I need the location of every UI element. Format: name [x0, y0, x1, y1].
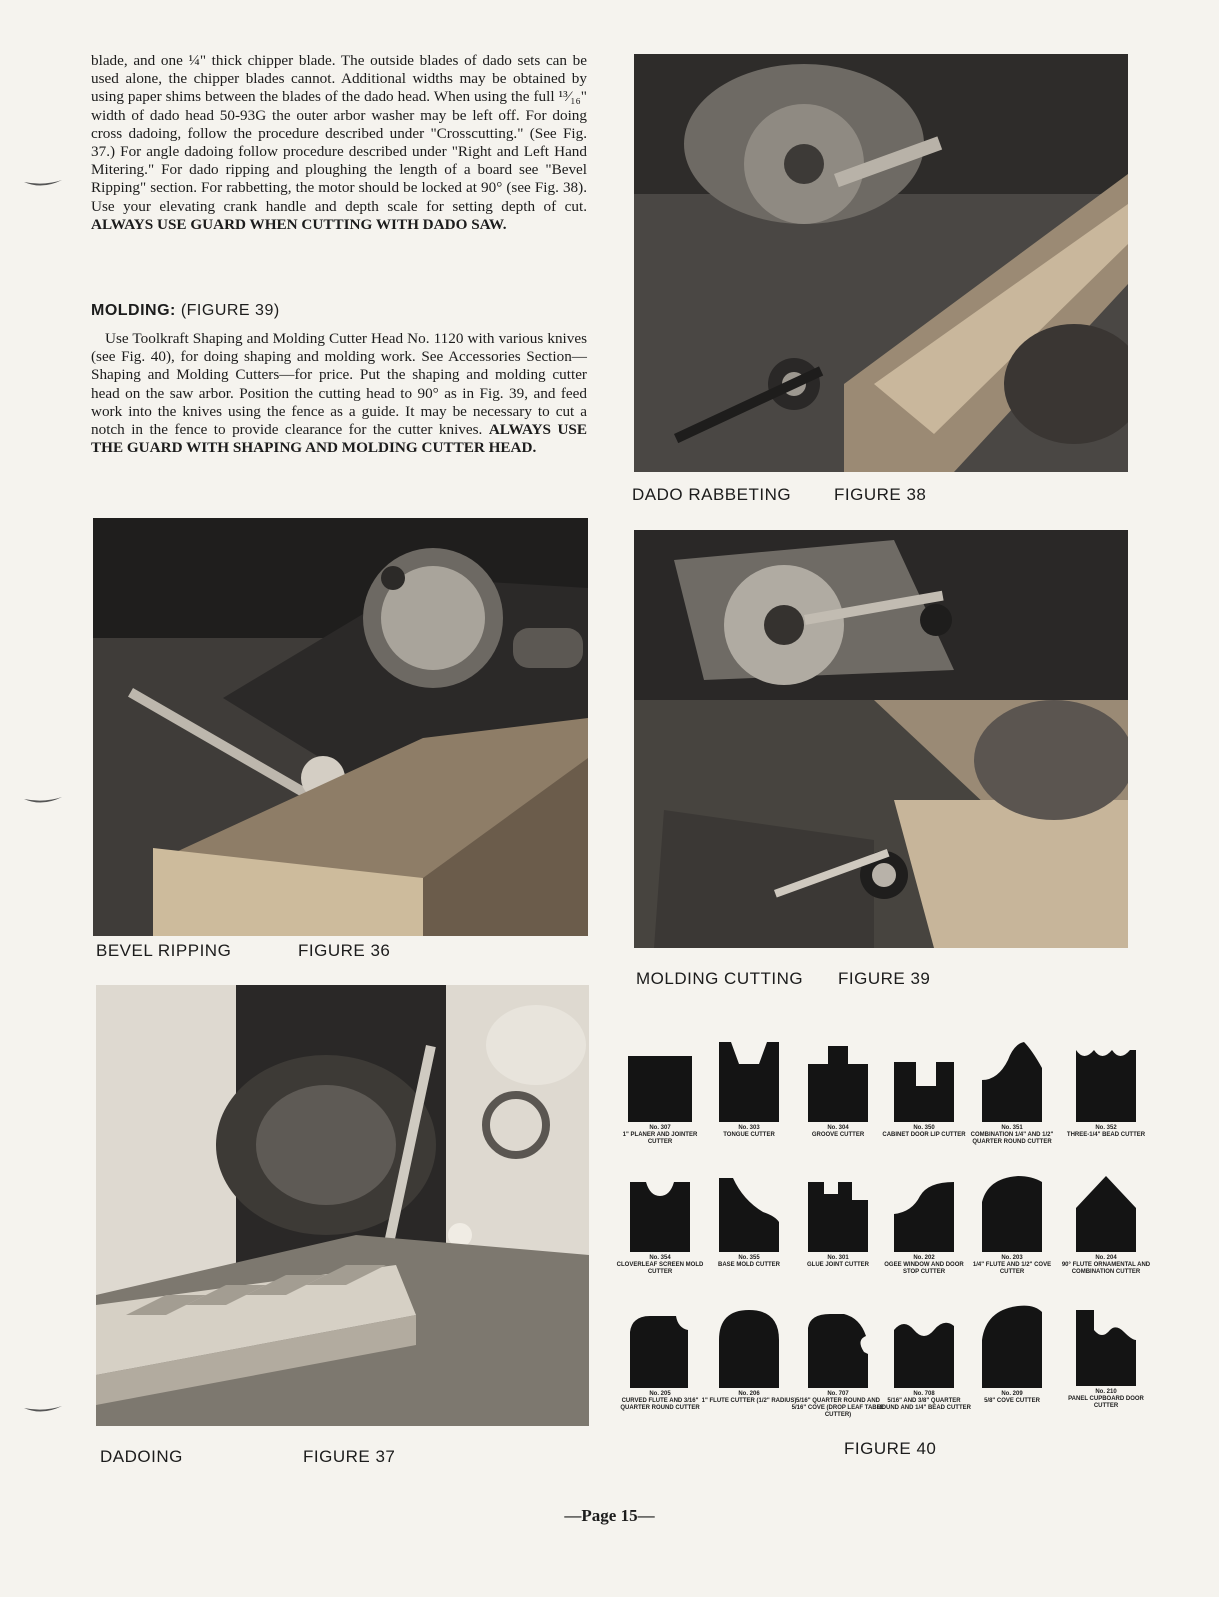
cutter-profile-210: [1072, 1306, 1140, 1386]
cutter-profile-351: [978, 1040, 1046, 1122]
cutter-301: [790, 1180, 886, 1269]
cutter-name: 1/4" FLUTE AND 1/2" COVE CUTTER: [972, 1262, 1052, 1275]
cutter-profile-303: [715, 1040, 783, 1122]
figure-36-number: FIGURE 36: [298, 941, 391, 960]
cutter-number: No. 354: [649, 1255, 671, 1261]
page-number: —Page 15—: [564, 1506, 655, 1525]
molding-heading: [91, 302, 280, 320]
cutter-number: No. 351: [1001, 1125, 1023, 1131]
binder-hole-mark: [22, 1404, 64, 1414]
cutter-profile-205: [626, 1312, 694, 1388]
cutter-number: No. 203: [1001, 1255, 1023, 1261]
figure-36-label: BEVEL RIPPING: [96, 941, 232, 960]
cutter-name: 5/8" COVE CUTTER: [984, 1398, 1040, 1404]
cutter-number: No. 209: [1001, 1391, 1023, 1397]
cutter-profile-708: [890, 1314, 958, 1388]
intro-text: blade, and one ¼" thick chipper blade. The outside blades of dado sets can be used alone, the chipper blades cannot. Additional widths may be obtained by using paper shims between the blades of the dado head. When using the full ¹³⁄₁₆" width of dado head 50-93G the outer arbor washer may be left off. For doing cross dadoing, follow the procedure described under "Crosscutting." (See Fig. 37.) For angle dadoing follow procedure described under "Right and Left Hand Mitering." For dado ripping and ploughing the length of a board see "Bevel Ripping" section. For rabbetting, the motor should be locked at 90° (see Fig. 38). Use your elevating crank handle and depth scale for setting depth of cut.: [91, 52, 587, 215]
cutter-name: THREE-1/4" BEAD CUTTER: [1066, 1132, 1146, 1138]
cutter-number: No. 206: [738, 1391, 760, 1397]
figure-36-photo: [93, 518, 588, 936]
cutter-206: [701, 1306, 797, 1405]
cutter-number: No. 303: [738, 1125, 760, 1131]
cutter-number: No. 352: [1095, 1125, 1117, 1131]
cutter-304: [790, 1044, 886, 1139]
cutter-name: 1" PLANER AND JOINTER CUTTER: [622, 1132, 698, 1145]
cutter-707: [790, 1310, 886, 1419]
cutter-202: [876, 1178, 972, 1276]
cutter-210: [1058, 1306, 1154, 1410]
intro-paragraph: [91, 52, 587, 234]
dado-guard-warning: ALWAYS USE GUARD WHEN CUTTING WITH DADO SAW.: [91, 215, 507, 233]
cutter-204: [1058, 1172, 1154, 1276]
cutter-profile-209: [978, 1302, 1046, 1388]
figure-39-photo: [634, 530, 1128, 948]
cutter-number: No. 202: [913, 1255, 935, 1261]
cutter-profile-350: [890, 1058, 958, 1122]
figure-39-number: FIGURE 39: [838, 969, 931, 988]
figure-38-number: FIGURE 38: [834, 485, 927, 504]
cutter-number: No. 307: [649, 1125, 671, 1131]
molding-paragraph: [91, 330, 587, 457]
binder-hole-mark: [22, 795, 64, 805]
cutter-351: [964, 1040, 1060, 1146]
cutter-number: No. 210: [1095, 1389, 1117, 1395]
cutter-350: [876, 1058, 972, 1139]
cutter-number: No. 205: [649, 1391, 671, 1397]
cutter-name: 1" FLUTE CUTTER (1/2" RADIUS): [701, 1398, 797, 1404]
cutter-number: No. 301: [827, 1255, 849, 1261]
figure-37-photo: [96, 985, 589, 1426]
cutter-number: No. 708: [913, 1391, 935, 1397]
cutter-352: [1058, 1046, 1154, 1139]
cutter-307: [612, 1052, 708, 1146]
molding-guard-warning: ALWAYS USE THE GUARD WITH SHAPING AND MOLDING CUTTER HEAD.: [91, 421, 588, 457]
molding-heading-title: MOLDING:: [91, 302, 176, 319]
cutter-name: GROOVE CUTTER: [811, 1132, 865, 1138]
cutter-profile-301: [804, 1180, 872, 1252]
cutter-209: [964, 1302, 1060, 1405]
cutter-name: 5/16" QUARTER ROUND AND 5/16" COVE (DROP LEAF TABLE CUTTER): [791, 1398, 885, 1418]
figure-37-number: FIGURE 37: [303, 1447, 396, 1466]
binder-hole-mark: [22, 178, 64, 188]
cutter-profile-355: [715, 1176, 783, 1252]
cutter-354: [612, 1178, 708, 1276]
molding-text: Use Toolkraft Shaping and Molding Cutter Head No. 1120 with various knives (see Fig. 40), for doing shaping and molding work. See Accessories Section—Shaping and Molding Cutters—for price. Put the shaping and molding cutter head on the saw arbor. Position the cutting head to 90° as in Fig. 39, and feed work into the knives using the fence as a guide. It may be necessary to cut a notch in the fence to provide clearance for the cutter knives.: [91, 330, 587, 439]
cutter-203: [964, 1172, 1060, 1276]
figure-40-number: FIGURE 40: [844, 1439, 937, 1458]
cutter-name: TONGUE CUTTER: [723, 1132, 775, 1138]
cutter-profile-204: [1072, 1172, 1140, 1252]
cutter-profile-707: [804, 1310, 872, 1388]
cutter-name: OGEE WINDOW AND DOOR STOP CUTTER: [884, 1262, 964, 1275]
cutter-name: BASE MOLD CUTTER: [718, 1262, 780, 1268]
cutter-profile-352: [1072, 1046, 1140, 1122]
figure-39-label: MOLDING CUTTING: [636, 969, 804, 988]
cutter-name: CURVED FLUTE AND 3/16" QUARTER ROUND CUTTER: [620, 1398, 700, 1411]
cutter-profile-202: [890, 1178, 958, 1252]
cutter-name: COMBINATION 1/4" AND 1/2" QUARTER ROUND CUTTER: [970, 1132, 1054, 1145]
cutter-profile-354: [626, 1178, 694, 1252]
figure-38-caption: [632, 485, 791, 505]
figure-38-photo: [634, 54, 1128, 472]
cutter-355: [701, 1176, 797, 1269]
cutter-name: 5/16" AND 3/8" QUARTER ROUND AND 1/4" BEAD CUTTER: [877, 1398, 971, 1411]
cutter-number: No. 355: [738, 1255, 760, 1261]
cutter-number: No. 707: [827, 1391, 849, 1397]
cutter-profile-206: [715, 1306, 783, 1388]
cutter-name: GLUE JOINT CUTTER: [806, 1262, 869, 1268]
figure-37-label: DADOING: [100, 1447, 183, 1466]
cutter-name: CABINET DOOR LIP CUTTER: [882, 1132, 966, 1138]
cutter-profile-304: [804, 1044, 872, 1122]
molding-heading-ref: (FIGURE 39): [180, 302, 280, 319]
cutter-profile-307: [626, 1052, 694, 1122]
cutter-number: No. 350: [913, 1125, 935, 1131]
cutter-name: CLOVERLEAF SCREEN MOLD CUTTER: [616, 1262, 704, 1275]
cutter-name: 90° FLUTE ORNAMENTAL AND COMBINATION CUTTER: [1061, 1262, 1151, 1275]
cutter-205: [612, 1312, 708, 1412]
cutter-303: [701, 1040, 797, 1139]
cutter-number: No. 204: [1095, 1255, 1117, 1261]
cutter-number: No. 304: [827, 1125, 849, 1131]
cutter-708: [876, 1314, 972, 1412]
cutter-name: PANEL CUPBOARD DOOR CUTTER: [1068, 1396, 1144, 1409]
figure-38-label: DADO RABBETING: [632, 485, 792, 504]
cutter-profile-203: [978, 1172, 1046, 1252]
